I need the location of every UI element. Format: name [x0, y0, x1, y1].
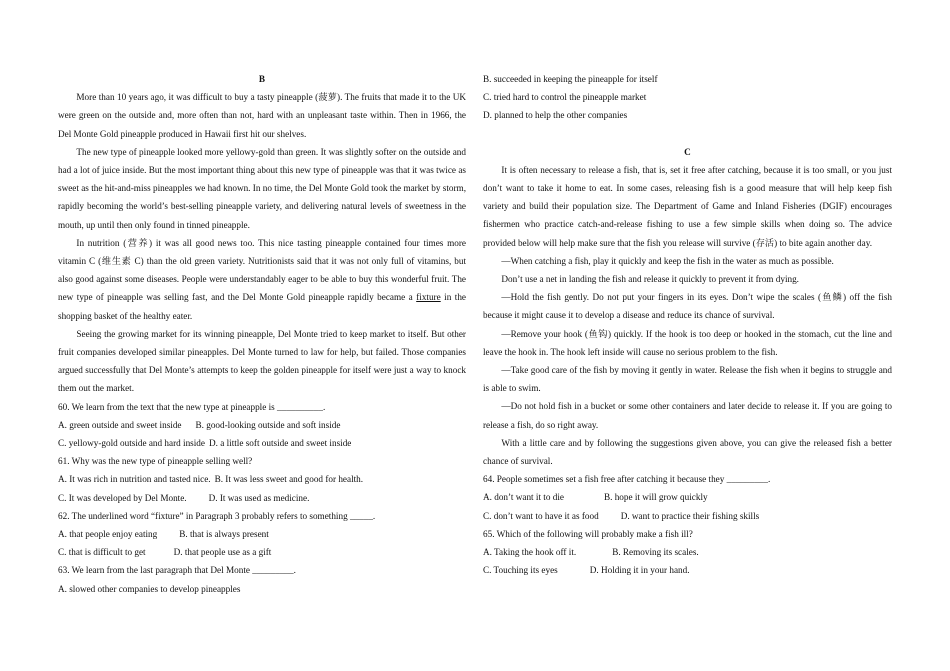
left-column [58, 70, 466, 598]
option-65-d[interactable]: D. Holding it in your hand. [589, 565, 690, 576]
option-62-b[interactable]: B. that is always present [179, 529, 269, 540]
question-61-stem: 61. Why was the new type of pineapple selling well? [58, 456, 253, 467]
passage-c-conclusion: With a little care and by following the suggestions given above, you can give the released fish a better chance of survival. [483, 437, 892, 467]
option-60-b[interactable]: B. good-looking outside and soft inside [195, 419, 341, 430]
option-61-c[interactable]: C. It was developed by Del Monte. [58, 492, 187, 503]
question-64-options-row-1 [483, 488, 892, 506]
question-63-stem: 63. We learn from the last paragraph that Del Monte _________. [58, 565, 296, 576]
question-60-options-row-1 [58, 416, 466, 434]
right-column [483, 70, 892, 579]
question-62-options-row-1 [58, 525, 466, 543]
passage-c-tip-5: —Do not hold fish in a bucket or some other containers and later decide to release it. If you are going to release a fish, do so right away. [483, 401, 892, 430]
section-spacer [483, 125, 892, 143]
question-64-stem: 64. People sometimes set a fish free after catching it because they _________. [483, 474, 771, 485]
option-63-c[interactable]: C. tried hard to control the pineapple market [483, 92, 647, 103]
question-64-options-row-2 [483, 507, 892, 525]
option-61-d[interactable]: D. It was used as medicine. [208, 492, 310, 503]
question-65-options-row-1 [483, 543, 892, 561]
passage-b-paragraph-4: Seeing the growing market for its winning pineapple, Del Monte tried to keep market to itself. But other fruit companies developed similar pineapples. Del Monte turned to law for help, but failed. Those companies argued successfully that Del Monte’s attempts to keep the golden pineapple for itself were just a way to knock them out the market. [58, 328, 466, 394]
option-60-a[interactable]: A. green outside and sweet inside [58, 419, 182, 430]
passage-b-paragraph-1: More than 10 years ago, it was difficult to buy a tasty pineapple (菠萝). The fruits that made it to the UK were green on the outside and, more often than not, hard with an unpleasant taste within. Then in 1966, the Del Monte Gold pineapple produced in Hawaii first hit our shelves. [58, 92, 466, 139]
option-64-d[interactable]: D. want to practice their fishing skills [620, 510, 760, 521]
option-65-a[interactable]: A. Taking the hook off it. [483, 547, 577, 558]
paragraph-3-text-after: in the shopping basket of the healthy eater. [58, 292, 466, 321]
option-65-b[interactable]: B. Removing its scales. [612, 547, 699, 558]
passage-c-tip-2: —Hold the fish gently. Do not put your fingers in its eyes. Don’t wipe the scales (鱼鳞) off the fish because it might cause it to develop a disease and reduce its chance of survival. [483, 292, 892, 321]
question-61-options-row-2 [58, 489, 466, 507]
question-60-stem: 60. We learn from the text that the new type at pineapple is __________. [58, 401, 326, 412]
question-60-options-row-2 [58, 434, 466, 452]
passage-c-tip-1: —When catching a fish, play it quickly and keep the fish in the water as much as possible. [501, 255, 834, 266]
passage-c-heading: C [684, 146, 691, 157]
option-61-b[interactable]: B. It was less sweet and good for health. [214, 474, 364, 485]
underlined-word-fixture: fixture [416, 292, 441, 303]
option-65-c[interactable]: C. Touching its eyes [483, 565, 558, 576]
passage-c-tip-1-detail: Don’t use a net in landing the fish and release it quickly to prevent it from dying. [501, 274, 799, 285]
option-60-c[interactable]: C. yellowy-gold outside and hard inside [58, 438, 205, 449]
option-62-c[interactable]: C. that is difficult to get [58, 547, 146, 558]
option-64-b[interactable]: B. hope it will grow quickly [603, 492, 708, 503]
question-62-options-row-2 [58, 543, 466, 561]
question-65-options-row-2 [483, 561, 892, 579]
passage-b-paragraph-3 [58, 234, 466, 325]
option-62-a[interactable]: A. that people enjoy eating [58, 529, 158, 540]
option-63-b[interactable]: B. succeeded in keeping the pineapple for itself [483, 74, 658, 84]
option-61-a[interactable]: A. It was rich in nutrition and tasted nice. [58, 474, 211, 485]
option-63-d[interactable]: D. planned to help the other companies [483, 110, 628, 121]
option-62-d[interactable]: D. that people use as a gift [173, 547, 272, 558]
paragraph-3-text-before: In nutrition (营养) it was all good news too. This nice tasting pineapple contained four times more vitamin C (维生素 C) than the old green variety. Nutritionists said that it was not only full of vitamins, but also good against some diseases. People were understandably eager to be able to buy this wonderful fruit. The new type of pineapple was selling fast, and the Del Monte Gold pineapple rapidly became a [58, 237, 466, 303]
passage-c-paragraph-1: It is often necessary to release a fish, that is, set it free after catching, because it is too small, or you just don’t want to take it home to eat. In some cases, releasing fish is a good measure that will help keep fish variety and build their population size. The Department of Game and Inland Fisheries (DGIF) encourages fishermen who practice catch-and-release fishing to use a few simple skills when doing so. The advice provided below will help make sure that the fish you release will survive (存活) to bite again another day. [483, 164, 892, 248]
option-60-d[interactable]: D. a little soft outside and sweet inside [208, 438, 352, 449]
question-62-stem: 62. The underlined word “fixture” in Paragraph 3 probably refers to something _____. [58, 510, 376, 521]
option-64-c[interactable]: C. don’t want to have it as food [483, 510, 599, 521]
option-63-a[interactable]: A. slowed other companies to develop pineapples [58, 583, 241, 594]
option-64-a[interactable]: A. don’t want it to die [483, 492, 564, 503]
passage-c-tip-3: —Remove your hook (鱼钩) quickly. If the hook is too deep or hooked in the stomach, cut the line and leave the hook in. The hook left inside will cause no serious problem to the fish. [483, 328, 892, 357]
passage-b-heading: B [258, 74, 266, 84]
question-65-stem: 65. Which of the following will probably make a fish ill? [483, 528, 693, 539]
question-61-options-row-1 [58, 470, 466, 488]
passage-b-paragraph-2: The new type of pineapple looked more yellowy-gold than green. It was slightly softer on the outside and had a lot of juice inside. But the most important thing about this new type of pineapple was that it was twice as sweet as the hit-and-miss pineapples we had known. In no time, the Del Monte Gold took the market by storm, rapidly becoming the world’s best-selling pineapple variety, and delivering natural levels of sweetness in the mouth, up until then only found in tinned pineapple. [58, 146, 466, 230]
passage-c-tip-4: —Take good care of the fish by moving it gently in water. Release the fish when it begins to struggle and is able to swim. [483, 365, 892, 394]
